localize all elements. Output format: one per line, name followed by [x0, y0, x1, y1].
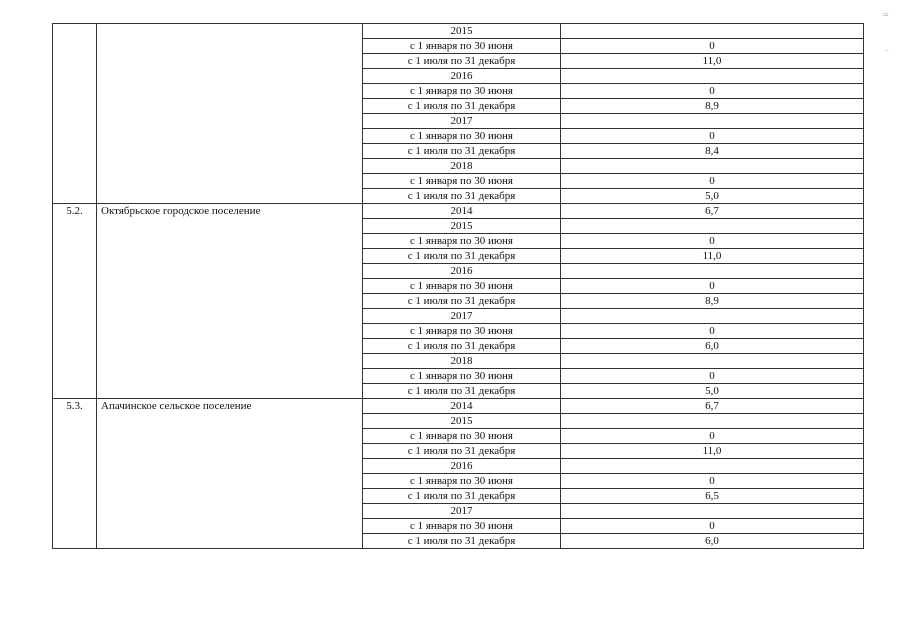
period-cell: 2018: [363, 354, 561, 369]
period-cell: с 1 января по 30 июня: [363, 369, 561, 384]
value-cell: 0: [561, 279, 864, 294]
value-cell: 0: [561, 429, 864, 444]
period-cell: 2014: [363, 204, 561, 219]
value-cell: 6,7: [561, 399, 864, 414]
value-cell: 6,7: [561, 204, 864, 219]
period-cell: с 1 июля по 31 декабря: [363, 444, 561, 459]
table-row: [53, 399, 864, 414]
value-cell: [561, 459, 864, 474]
period-cell: с 1 января по 30 июня: [363, 474, 561, 489]
period-cell: с 1 июля по 31 декабря: [363, 339, 561, 354]
value-cell: 0: [561, 519, 864, 534]
table-row: [53, 24, 864, 39]
period-cell: с 1 июля по 31 декабря: [363, 144, 561, 159]
period-cell: 2017: [363, 114, 561, 129]
value-cell: 8,4: [561, 144, 864, 159]
value-cell: 8,9: [561, 99, 864, 114]
margin-mark-top: =: [882, 10, 889, 19]
table-row: [53, 204, 864, 219]
value-cell: 0: [561, 129, 864, 144]
value-cell: [561, 354, 864, 369]
item-number-cell: [53, 24, 97, 204]
value-cell: 6,0: [561, 534, 864, 549]
period-cell: с 1 июля по 31 декабря: [363, 189, 561, 204]
settlement-name-cell: Октябрьское городское поселение: [97, 204, 363, 399]
value-cell: 0: [561, 474, 864, 489]
value-cell: 5,0: [561, 384, 864, 399]
period-cell: с 1 января по 30 июня: [363, 429, 561, 444]
item-number-cell: 5.2.: [53, 204, 97, 399]
value-cell: [561, 114, 864, 129]
value-cell: [561, 159, 864, 174]
settlement-name-cell: [97, 24, 363, 204]
value-cell: [561, 309, 864, 324]
period-cell: 2014: [363, 399, 561, 414]
period-cell: с 1 января по 30 июня: [363, 234, 561, 249]
period-cell: с 1 июля по 31 декабря: [363, 249, 561, 264]
value-cell: 11,0: [561, 444, 864, 459]
period-cell: с 1 января по 30 июня: [363, 279, 561, 294]
period-cell: с 1 июля по 31 декабря: [363, 489, 561, 504]
period-cell: с 1 июля по 31 декабря: [363, 99, 561, 114]
value-cell: 0: [561, 174, 864, 189]
period-cell: с 1 июля по 31 декабря: [363, 294, 561, 309]
period-cell: 2016: [363, 69, 561, 84]
value-cell: [561, 24, 864, 39]
period-cell: с 1 января по 30 июня: [363, 519, 561, 534]
period-cell: 2015: [363, 219, 561, 234]
period-cell: с 1 января по 30 июня: [363, 324, 561, 339]
value-cell: [561, 219, 864, 234]
settlement-name-cell: Апачинское сельское поселение: [97, 399, 363, 549]
margin-mark-bottom: –: [885, 46, 889, 55]
period-cell: 2018: [363, 159, 561, 174]
period-cell: 2015: [363, 414, 561, 429]
value-cell: 0: [561, 324, 864, 339]
value-cell: 0: [561, 39, 864, 54]
period-cell: 2017: [363, 309, 561, 324]
value-cell: 6,0: [561, 339, 864, 354]
value-cell: 11,0: [561, 54, 864, 69]
period-cell: с 1 июля по 31 декабря: [363, 534, 561, 549]
value-cell: [561, 69, 864, 84]
value-cell: 11,0: [561, 249, 864, 264]
value-cell: 6,5: [561, 489, 864, 504]
value-cell: [561, 264, 864, 279]
period-cell: с 1 июля по 31 декабря: [363, 54, 561, 69]
period-cell: 2015: [363, 24, 561, 39]
period-cell: с 1 января по 30 июня: [363, 174, 561, 189]
period-cell: 2016: [363, 459, 561, 474]
item-number-cell: 5.3.: [53, 399, 97, 549]
value-cell: 8,9: [561, 294, 864, 309]
value-cell: 0: [561, 369, 864, 384]
value-cell: 0: [561, 234, 864, 249]
period-cell: 2017: [363, 504, 561, 519]
value-cell: [561, 504, 864, 519]
period-cell: с 1 января по 30 июня: [363, 39, 561, 54]
period-cell: с 1 января по 30 июня: [363, 84, 561, 99]
period-cell: с 1 января по 30 июня: [363, 129, 561, 144]
value-cell: [561, 414, 864, 429]
period-cell: 2016: [363, 264, 561, 279]
rate-table: [52, 23, 864, 549]
value-cell: 0: [561, 84, 864, 99]
value-cell: 5,0: [561, 189, 864, 204]
table-body: [53, 24, 864, 549]
period-cell: с 1 июля по 31 декабря: [363, 384, 561, 399]
